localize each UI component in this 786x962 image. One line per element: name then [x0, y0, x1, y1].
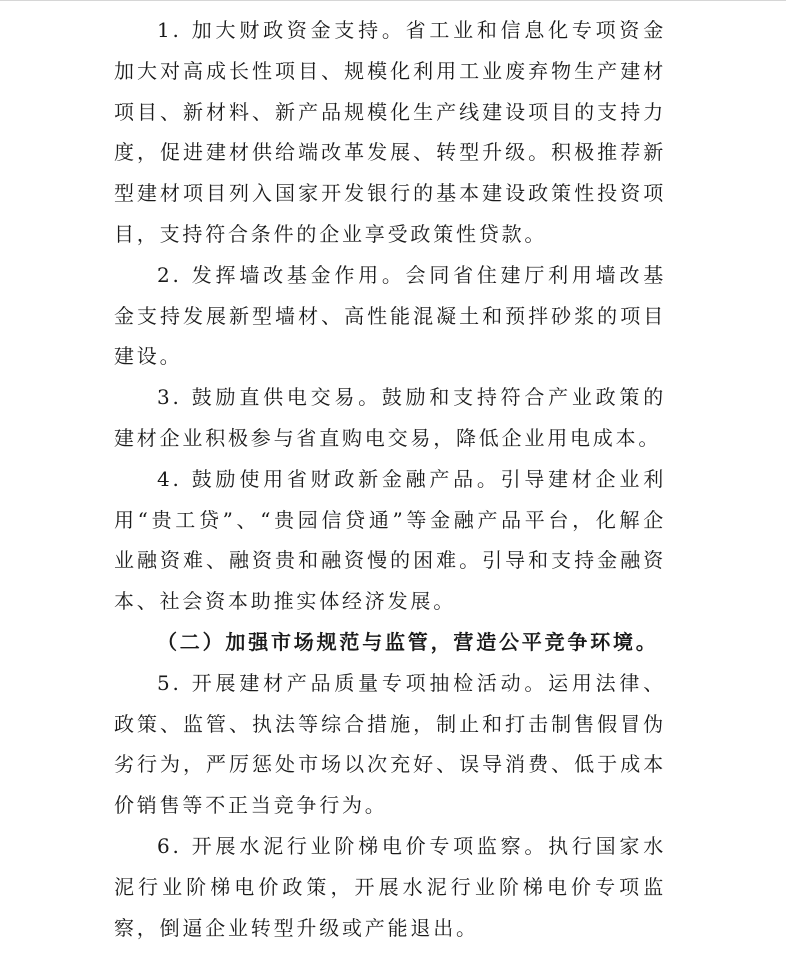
paragraph-item-4: 4. 鼓励使用省财政新金融产品。引导建材企业利用“贵工贷”、“贵园信贷通”等金融产品平台，化解企业融资难、融资贵和融资慢的困难。引导和支持金融资本、社会资本助推实体经济发展。	[114, 466, 666, 614]
paragraph-item-6: 6. 开展水泥行业阶梯电价专项监察。执行国家水泥行业阶梯电价政策，开展水泥行业阶梯电价专项监察，倒逼企业转型升级或产能退出。	[114, 833, 666, 940]
document-body	[114, 10, 666, 948]
section-heading-2: （二）加强市场规范与监管，营造公平竞争环境。	[157, 629, 659, 654]
paragraph-item-5: 5. 开展建材产品质量专项抽检活动。运用法律、政策、监管、执法等综合措施，制止和打击制售假冒伪劣行为，严厉惩处市场以次充好、误导消费、低于成本价销售等不正当竞争行为。	[114, 670, 666, 818]
paragraph-item-2: 2. 发挥墙改基金作用。会同省住建厅利用墙改基金支持发展新型墙材、高性能混凝土和预拌砂浆的项目建设。	[114, 262, 666, 369]
paragraph-item-3: 3. 鼓励直供电交易。鼓励和支持符合产业政策的建材企业积极参与省直购电交易，降低企业用电成本。	[114, 385, 666, 450]
top-divider	[0, 0, 786, 1]
paragraph-item-1: 1. 加大财政资金支持。省工业和信息化专项资金加大对高成长性项目、规模化利用工业废弃物生产建材项目、新材料、新产品规模化生产线建设项目的支持力度，促进建材供给端改革发展、转型升级。积极推荐新型建材项目列入国家开发银行的基本建设政策性投资项目，支持符合条件的企业享受政策性贷款。	[114, 18, 666, 246]
